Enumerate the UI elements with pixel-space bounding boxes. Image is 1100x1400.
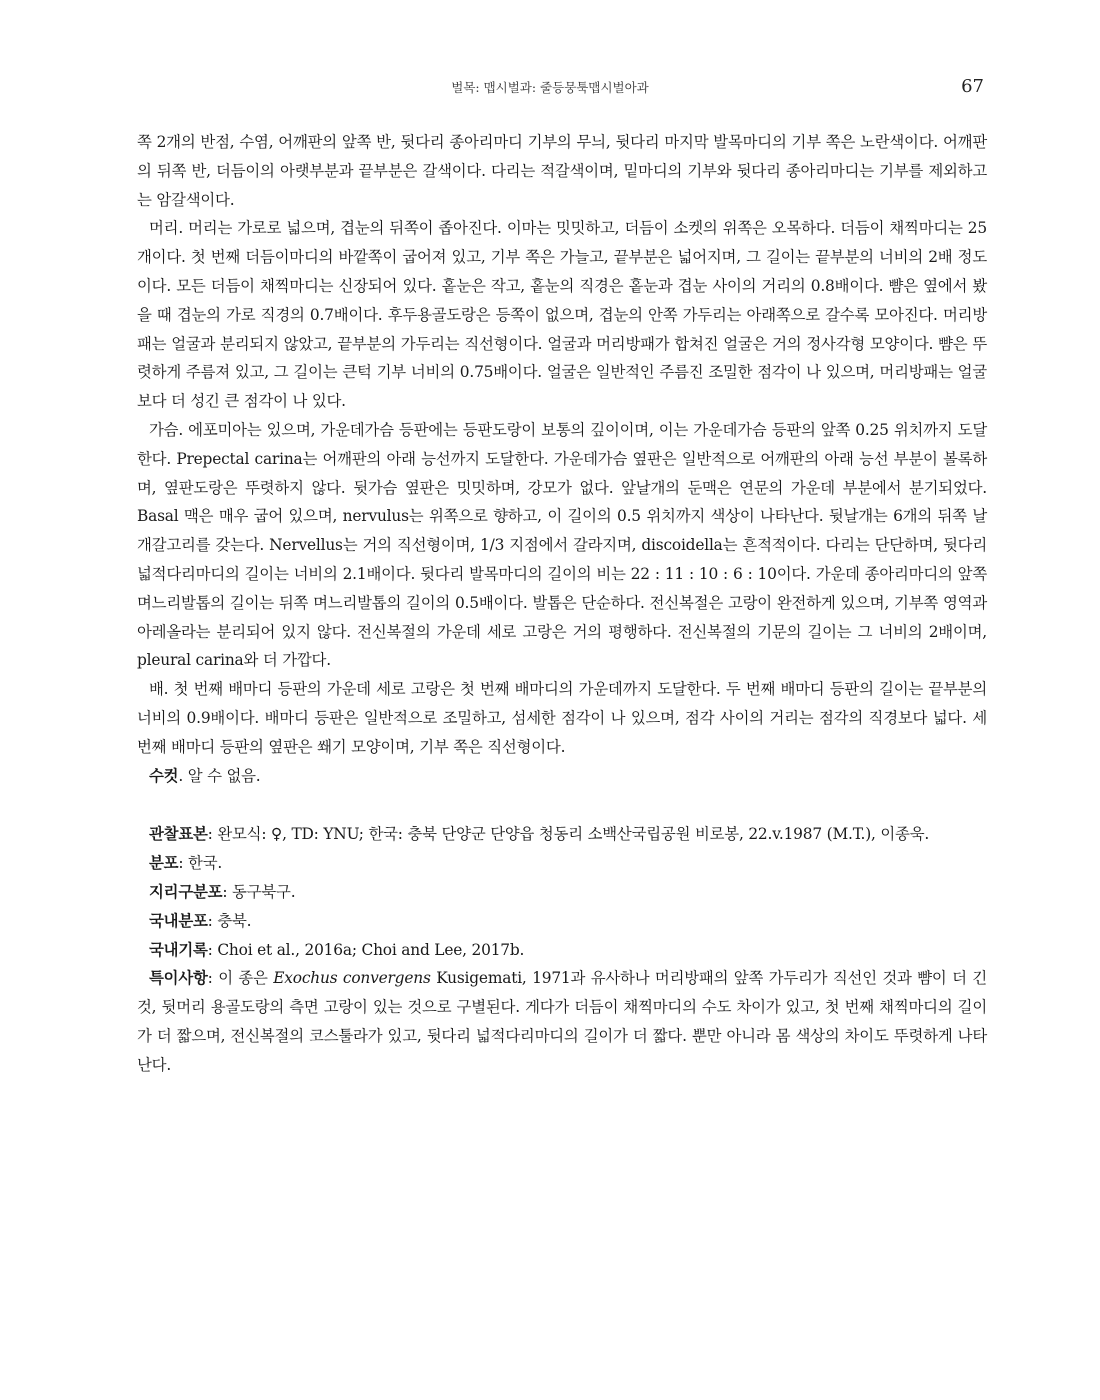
remarks-label: 특이사항 (149, 969, 208, 988)
domestic-distribution-label: 국내분포 (149, 911, 208, 930)
body-text (137, 128, 987, 1080)
material-examined-label: 관찰표본 (149, 825, 208, 844)
zoogeographic-text: : 동구북구. (222, 882, 296, 901)
male-label: 수컷 (149, 766, 179, 785)
running-title: 벌목: 맵시벌과: 줄등뭉툭맵시벌아과 (451, 80, 649, 95)
domestic-record (137, 936, 987, 965)
paragraph-head: 머리. 머리는 가로로 넓으며, 겹눈의 뒤쪽이 좁아진다. 이마는 밋밋하고, 더듬이 소켓의 위쪽은 오목하다. 더듬이 채찍마디는 25개이다. 첫 번째 더듬이마디의 바깥쪽이 굽어져 있고, 기부 쪽은 가늘고, 끝부분은 넓어지며, 그 길이는 끝부분의 너비의 2배 정도이다. 모든 더듬이 채찍마디는 신장되어 있다. 홑눈은 작고, 홑눈의 직경은 홑눈과 겹눈 사이의 거리의 0.8배이다. 뺨은 옆에서 봤을 때 겹눈의 가로 직경의 0.7배이다. 후두용골도랑은 등쪽이 없으며, 겹눈의 안쪽 가두리는 아래쪽으로 갈수록 모아진다. 머리방패는 얼굴과 분리되지 않았고, 끝부분의 가두리는 직선형이다. 얼굴과 머리방패가 합쳐진 얼굴은 거의 정사각형 모양이다. 뺨은 뚜렷하게 주름져 있고, 그 길이는 큰턱 기부 너비의 0.75배이다. 얼굴은 일반적인 주름진 조밀한 점각이 나 있으며, 머리방패는 얼굴보다 더 성긴 큰 점각이 나 있다. (137, 219, 987, 411)
male-text: . 알 수 없음. (178, 766, 261, 785)
remarks (137, 964, 987, 1079)
paragraph-abdomen: 배. 첫 번째 배마디 등판의 가운데 세로 고랑은 첫 번째 배마디의 가운데까지 도달한다. 두 번째 배마디 등판의 길이는 끝부분의 너비의 0.9배이다. 배마디 등판은 일반적으로 조밀하고, 섬세한 점각이 나 있으며, 점각 사이의 거리는 점각의 직경보다 넓다. 세 번째 배마디 등판의 옆판은 쐐기 모양이며, 기부 쪽은 직선형이다. (137, 680, 987, 756)
domestic-record-label: 국내기록 (149, 940, 208, 959)
section-gap (137, 790, 987, 820)
remarks-species-name: Exochus convergens (273, 969, 431, 988)
distribution-text: : 한국. (178, 854, 223, 873)
material-examined (137, 820, 987, 849)
paragraph-thorax: 가슴. 에포미아는 있으며, 가운데가슴 등판에는 등판도랑이 보통의 깊이이며, 이는 가운데가슴 등판의 앞쪽 0.25 위치까지 도달한다. Prepectal carina는 어깨판의 아래 능선까지 도달한다. 가운데가슴 옆판은 일반적으로 어깨판의 아래 능선 부분이 볼록하며, 옆판도랑은 뚜렷하지 않다. 뒷가슴 옆판은 밋밋하며, 강모가 없다. 앞날개의 둔맥은 연문의 가운데 부분에서 분기되었다. Basal 맥은 매우 굽어 있으며, nervulus는 위쪽으로 향하고, 이 길이의 0.5 위치까지 색상이 나타난다. 뒷날개는 6개의 뒤쪽 날개갈고리를 갖는다. Nervellus는 거의 직선형이며, 1/3 지점에서 갈라지며, discoidella는 흔적적이다. 다리는 단단하며, 뒷다리 넓적다리마디의 길이는 너비의 2.1배이다. 뒷다리 발목마디의 길이의 비는 22 : 11 : 10 : 6 : 10이다. 가운데 종아리마디의 앞쪽 며느리발톱의 길이는 뒤쪽 며느리발톱의 길이의 0.5배이다. 발톱은 단순하다. 전신복절은 고랑이 완전하게 있으며, 기부쪽 영역과 아레올라는 분리되어 있지 않다. 전신복절의 가운데 세로 고랑은 거의 평행하다. 전신복절의 기문의 길이는 그 너비의 2배이며, pleural carina와 더 가깝다. (137, 420, 987, 670)
material-examined-text: : 완모식: ♀, TD: YNU; 한국: 충북 단양군 단양읍 청동리 소백산국립공원 비로봉, 22.v.1987 (M.T.), 이종욱. (207, 825, 930, 844)
paragraph-coloration: 쪽 2개의 반점, 수염, 어깨판의 앞쪽 반, 뒷다리 종아리마디 기부의 무늬, 뒷다리 마지막 발목마디의 기부 쪽은 노란색이다. 어깨판의 뒤쪽 반, 더듬이의 아랫부분과 끝부분은 갈색이다. 다리는 적갈색이며, 밑마디의 기부와 뒷다리 종아리마디는 기부를 제외하고는 암갈색이다. (137, 133, 987, 209)
distribution-label: 분포 (149, 854, 179, 873)
domestic-distribution (137, 907, 987, 936)
distribution (137, 849, 987, 878)
domestic-record-text: : Choi et al., 2016a; Choi and Lee, 2017b. (207, 940, 525, 959)
zoogeographic-distribution (137, 878, 987, 907)
paragraph-male (137, 762, 987, 791)
page-number: 67 (961, 76, 984, 97)
domestic-distribution-text: : 충북. (207, 911, 252, 930)
zoogeographic-label: 지리구분포 (149, 882, 223, 901)
remarks-text: Kusigemati, 1971과 유사하나 머리방패의 앞쪽 가두리가 직선인 것과 뺨이 더 긴 것, 뒷머리 용골도랑의 측면 고랑이 있는 것으로 구별된다. 게다가 더듬이 채찍마디의 수도 차이가 있고, 첫 번째 채찍마디의 길이가 더 짧으며, 전신복절의 코스툴라가 있고, 뒷다리 넓적다리마디의 길이가 더 짧다. 뿐만 아니라 몸 색상의 차이도 뚜렷하게 나타난다. (137, 969, 987, 1074)
remarks-intro: : 이 종은 (207, 969, 274, 988)
